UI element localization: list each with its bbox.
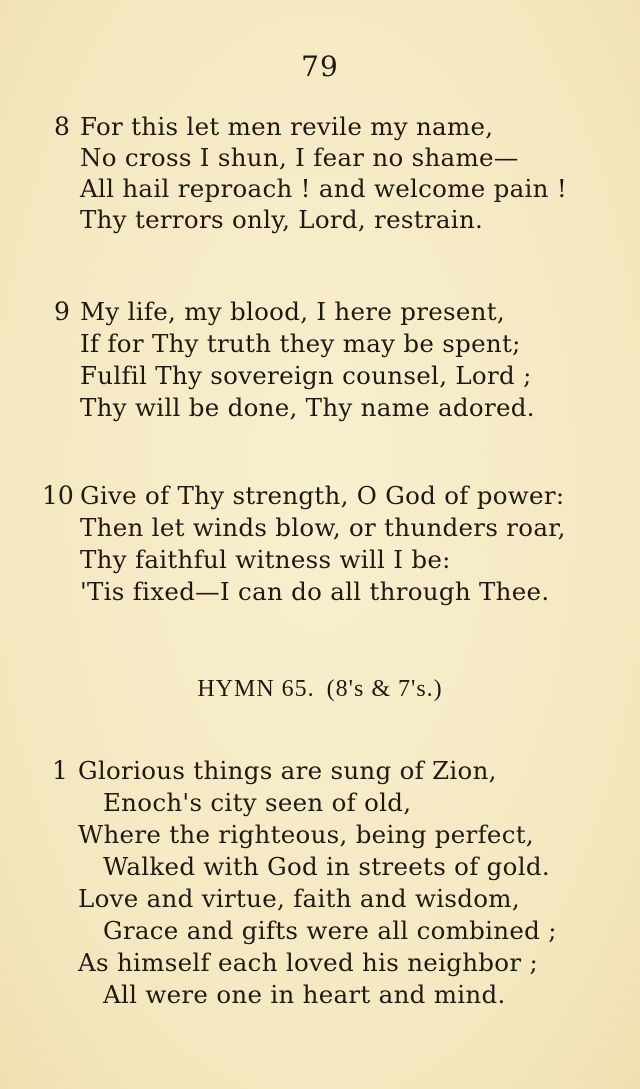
verse-line: Walked with God in streets of gold. xyxy=(103,852,550,881)
verse-line: Where the righteous, being perfect, xyxy=(78,820,534,849)
verse-number: 8 xyxy=(54,112,70,141)
hymn-number: HYMN 65. xyxy=(197,676,315,702)
page-number: 79 xyxy=(301,50,339,83)
verse-line: Thy faithful witness will I be: xyxy=(80,545,451,574)
verse-line: If for Thy truth they may be spent; xyxy=(80,329,521,358)
verse-line: Then let winds blow, or thunders roar, xyxy=(80,513,566,542)
verse-number: 1 xyxy=(52,756,68,785)
verse-line: All hail reproach ! and welcome pain ! xyxy=(80,174,567,203)
verse-line: Thy will be done, Thy name adored. xyxy=(80,393,535,422)
verse-line: All were one in heart and mind. xyxy=(103,980,506,1009)
verse-line: As himself each loved his neighbor ; xyxy=(78,948,538,977)
verse-number: 10 xyxy=(42,481,74,510)
verse-line: My life, my blood, I here present, xyxy=(80,297,505,326)
hymn-title xyxy=(0,676,640,703)
verse-line: Fulfil Thy sovereign counsel, Lord ; xyxy=(80,361,532,390)
verse-line: 'Tis fixed—I can do all through Thee. xyxy=(80,577,550,606)
verse-line: No cross I shun, I fear no shame— xyxy=(80,143,519,172)
verse-line: Love and virtue, faith and wisdom, xyxy=(78,884,520,913)
verse-line: Give of Thy strength, O God of power: xyxy=(80,481,565,510)
hymn-meter: (8's & 7's.) xyxy=(326,676,443,702)
verse-line: Enoch's city seen of old, xyxy=(103,788,412,817)
verse-line: For this let men revile my name, xyxy=(80,112,494,141)
verse-line: Glorious things are sung of Zion, xyxy=(78,756,497,785)
verse-number: 9 xyxy=(54,297,70,326)
verse-line: Grace and gifts were all combined ; xyxy=(103,916,557,945)
verse-line: Thy terrors only, Lord, restrain. xyxy=(80,205,484,234)
